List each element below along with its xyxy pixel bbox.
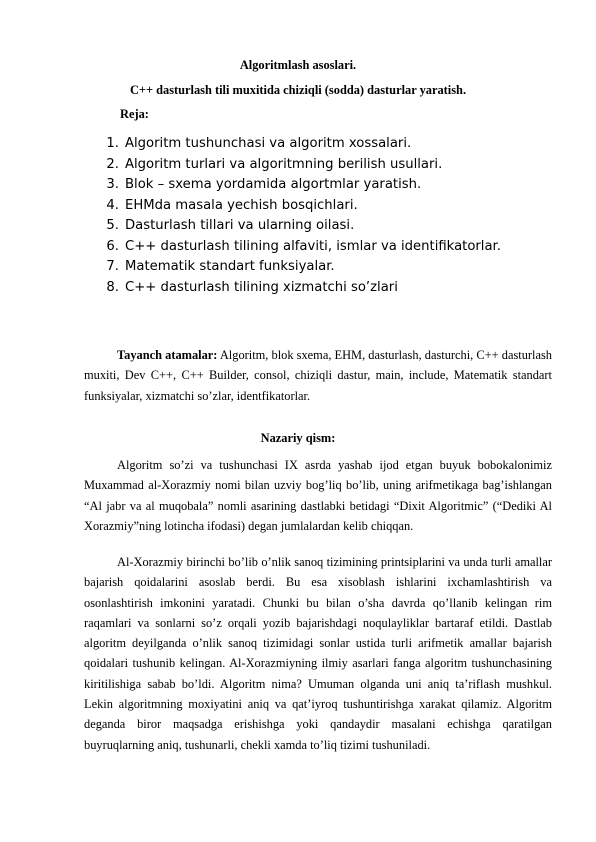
body-paragraph-2: Al-Xorazmiy birinchi bo’lib o’nlik sanoq tizimining printsiplarini va unda turli amallar bajarish qoidalarini asoslab berdi. Bu esa xisoblash ishlarini ixchamlashtirish va osonlashtirish imkonini yaratadi. Chunki bu bilan o’sha davrda qo’llanib kelingan rim raqamlari va sonlarni so’z orqali yozib bajarishdagi noqulayliklar bartaraf etildi. Dastlab algoritm deyilganda o’nlik sanoq tizimidagi sonlar ustida turli arifmetik amallar bajarish qoidalari tushunib kelingan. Al-Xorazmiyning ilmiy asarlari fanga algoritm tushunchasining kiritilishiga sabab bo’ldi. Algoritm nima? Umuman olganda uni aniq ta’riflash mushkul. Lekin algoritmning moxiyatini aniq va qat’iyroq tushuntirishga xarakat qilamiz. Algoritm deganda biror maqsadga erishishga yoki qandaydir masalani echishga qaratilgan buyruqlarning aniq, tushunarli, chekli xamda to’liq tizimi tushuniladi. [84,555,552,752]
section-heading: Nazariy qism: [260,431,336,445]
plan-heading: Reja: [120,107,149,121]
plan-item [95,155,501,176]
plan-item-text: Blok – sxema yordamida algortmlar yaratish. [125,177,422,192]
body-paragraph-1: Algoritm so’zi va tushunchasi IX asrda yashab ijod etgan buyuk bobokalonimiz Muxammad al-Xorazmiy nomi bilan uzviy bog’liq bo’lib, uning arifmetikaga bag’ishlangan “Al jabr va al muqobala” nomli asarining dastlabki betidagi “Dixit Algoritmic” (“Dediki Al Xorazmiy”ning lotincha ifodasi) degan jumlalardan kelib chiqqan. [84,458,552,533]
plan-item-text: Algoritm tushunchasi va algoritm xossalari. [125,136,412,151]
plan-item-number: 2. [106,156,119,172]
plan-item [95,278,501,299]
plan-item-text: C++ dasturlash tilining alfaviti, ismlar va identifikatorlar. [125,238,501,254]
plan-item [95,237,501,258]
document-title: Algoritmlash asoslari. [239,58,357,72]
plan-item [95,134,501,155]
keywords-text: Algoritm, blok sxema, EHM, dasturlash, dasturchi, C++ dasturlash muxiti, Dev C++, C++ Builder, consol, chiziqli dastur, main, include, Matematik standart funksiyalar, xizmatchi so’zlar, identfikatorlar. [84,348,553,403]
keywords-label: Tayanch atamalar: [117,348,218,362]
plan-item-number: 8. [106,279,119,295]
plan-item-text: EHMda masala yechish bosqichlari. [125,197,358,213]
plan-item-text: C++ dasturlash tilining xizmatchi so’zlari [125,279,398,295]
document-subtitle: C++ dasturlash tili muxitida chiziqli (sodda) dasturlar yaratish. [129,83,467,97]
plan-item-number: 5. [106,218,119,233]
plan-item-number: 4. [106,197,119,213]
plan-item-text: Dasturlash tillari va ularning oilasi. [125,218,355,233]
plan-item-number: 6. [106,238,119,254]
plan-item-number: 7. [106,259,119,274]
plan-item-number: 3. [106,177,119,192]
plan-item [95,196,501,217]
plan-item [95,216,501,237]
plan-item [95,257,501,278]
plan-item-text: Algoritm turlari va algoritmning berilish usullari. [125,156,443,172]
plan-list [95,134,501,298]
plan-item-text: Matematik standart funksiyalar. [125,259,335,274]
plan-item [95,175,501,196]
keywords-paragraph [84,345,552,406]
plan-item-number: 1. [106,136,119,151]
